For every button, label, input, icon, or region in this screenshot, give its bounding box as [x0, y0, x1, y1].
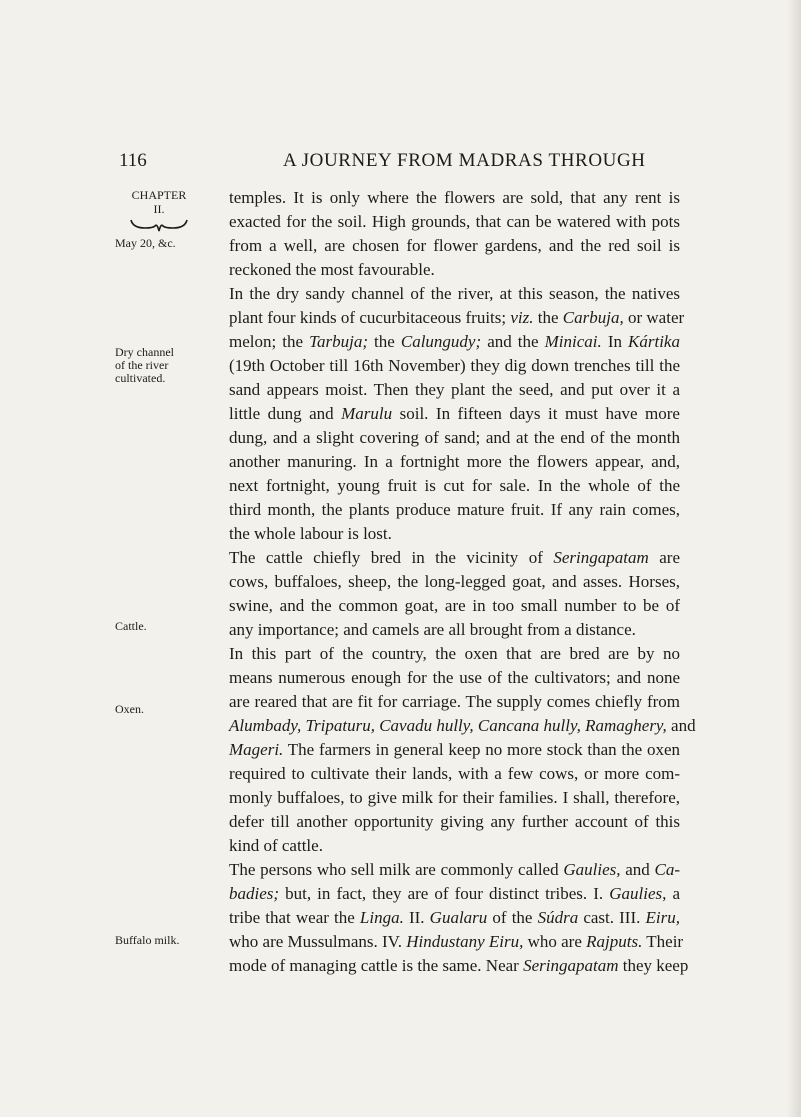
text-line: Alumbady, Tripaturu, Cavadu hully, Cancana hully, Ramaghery, and [229, 716, 696, 735]
text-line: required to cultivate their lands, with a few cows, or more com- [229, 764, 680, 783]
sidenote-oxen: Oxen. [115, 702, 144, 716]
running-title: A JOURNEY FROM MADRAS THROUGH [283, 150, 646, 171]
text-line: from a well, are chosen for flower gardens, and the red soil is [229, 236, 680, 255]
text-line: Mageri. The farmers in general keep no more stock than the oxen [229, 740, 680, 759]
chapter-label: CHAPTER [131, 188, 187, 202]
text-line: The cattle chiefly bred in the vicinity of Seringapatam are [229, 548, 680, 567]
text-line: sand appears moist. Then they plant the seed, and put over it a [229, 380, 680, 399]
text-line: kind of cattle. [229, 836, 323, 855]
chapter-marker [120, 188, 198, 232]
sidenote-buffalo-milk: Buffalo milk. [115, 933, 180, 947]
text-line: cows, buffaloes, sheep, the long-legged goat, and asses. Horses, [229, 572, 680, 591]
text-line: exacted for the soil. High grounds, that can be watered with pots [229, 212, 680, 231]
text-line: temples. It is only where the flowers are sold, that any rent is [229, 188, 680, 207]
chapter-number: II. [153, 202, 165, 216]
page-number: 116 [119, 150, 147, 171]
text-line: (19th October till 16th November) they dig down trenches till the [229, 356, 680, 375]
text-line: reckoned the most favourable. [229, 260, 435, 279]
sidenote-cattle: Cattle. [115, 619, 147, 633]
text-line: third month, the plants produce mature fruit. If any rain comes, [229, 500, 680, 519]
text-line: The persons who sell milk are commonly called Gaulies, and Ca- [229, 860, 680, 879]
text-line: monly buffaloes, to give milk for their families. I shall, therefore, [229, 788, 680, 807]
text-line: tribe that wear the Linga. II. Gualaru of the Súdra cast. III. Eiru, [229, 908, 680, 927]
text-line: who are Mussulmans. IV. Hindustany Eiru, who are Rajputs. Their [229, 932, 684, 951]
text-line: next fortnight, young fruit is cut for sale. In the whole of the [229, 476, 680, 495]
margin-date: May 20, &c. [115, 236, 176, 250]
text-line: plant four kinds of cucurbitaceous fruits; viz. the Carbuja, or water [229, 308, 685, 327]
text-line: means numerous enough for the use of the cultivators; and none [229, 668, 680, 687]
brace-ornament-icon [129, 218, 189, 232]
text-line: mode of managing cattle is the same. Near Seringapatam they keep [229, 956, 689, 975]
text-line: any importance; and camels are all brought from a distance. [229, 620, 636, 639]
text-line: dung, and a slight covering of sand; and at the end of the month [229, 428, 680, 447]
text-line: swine, and the common goat, are in too small number to be of [229, 596, 680, 615]
text-line: melon; the Tarbuja; the Calungudy; and the Minicai. In Kártika [229, 332, 680, 351]
page-header [0, 150, 801, 180]
text-line: the whole labour is lost. [229, 524, 392, 543]
text-line: badies; but, in fact, they are of four distinct tribes. I. Gaulies, a [229, 884, 680, 903]
text-line: In this part of the country, the oxen that are bred are by no [229, 644, 680, 663]
text-line: defer till another opportunity giving any further account of this [229, 812, 680, 831]
sidenote-dry-channel: Dry channel of the river cultivated. [115, 345, 174, 385]
text-line: little dung and Marulu soil. In fifteen days it must have more [229, 404, 680, 423]
text-line: In the dry sandy channel of the river, at this season, the natives [229, 284, 680, 303]
text-line: are reared that are fit for carriage. The supply comes chiefly from [229, 692, 680, 711]
text-line: another manuring. In a fortnight more the flowers appear, and, [229, 452, 680, 471]
